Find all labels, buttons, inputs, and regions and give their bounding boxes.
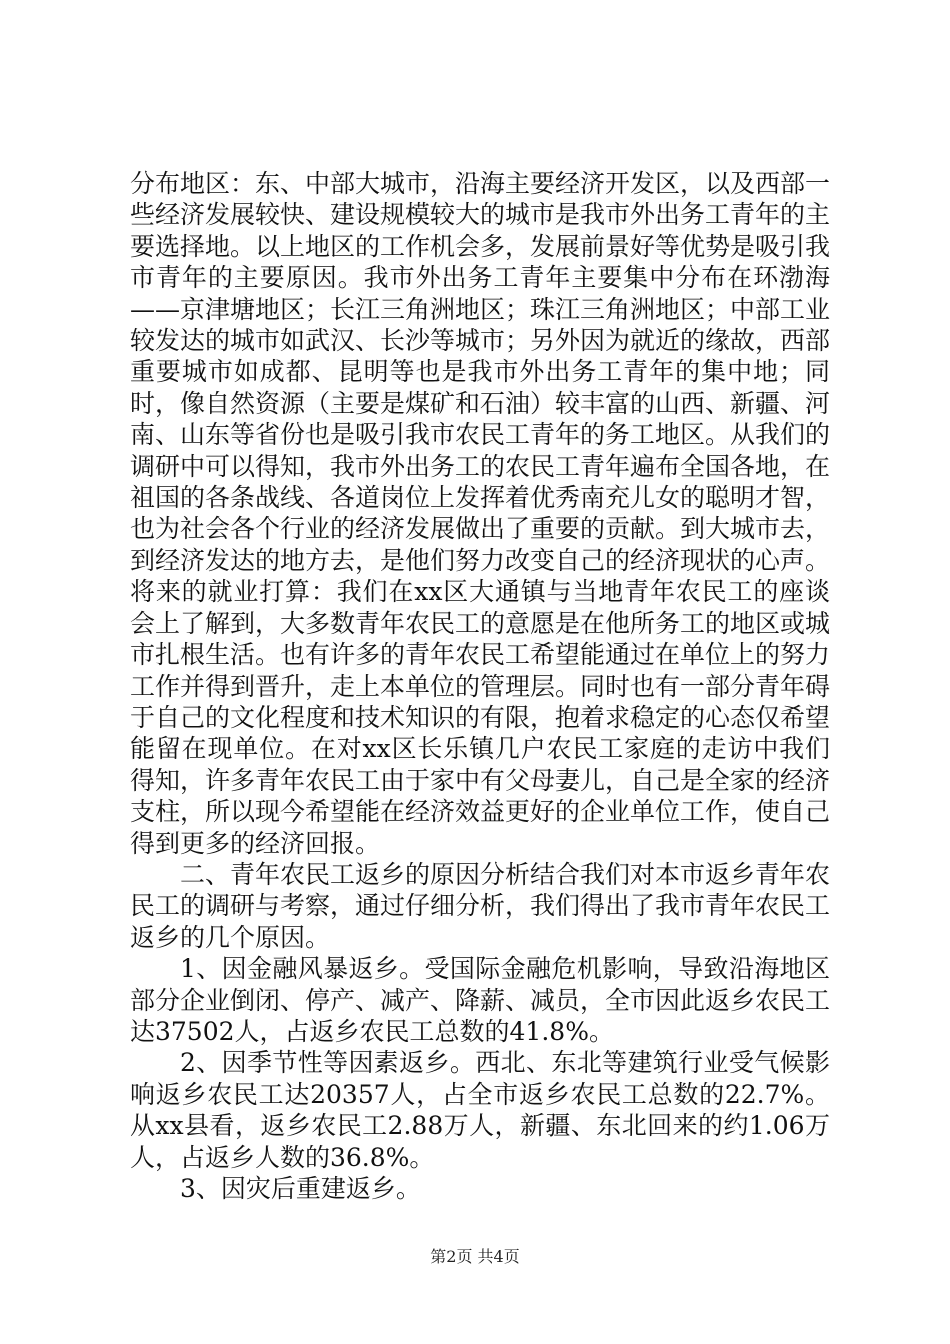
paragraph-section-two-intro: 二、青年农民工返乡的原因分析结合我们对本市返乡青年农民工的调研与考察，通过仔细分析，我们得出了我市青年农民工返乡的几个原因。 [130,859,831,952]
page-footer: 第2页 共4页 [430,1247,520,1266]
paragraph-reason-3: 3、因灾后重建返乡。 [180,1174,421,1203]
paragraph-distribution: 分布地区：东、中部大城市，沿海主要经济开发区，以及西部一些经济发展较快、建设规模较大的城市是我市外出务工青年的主要选择地。以上地区的工作机会多，发展前景好等优势是吸引我市青年的主要原因。我市外出务工青年主要集中分布在环渤海——京津塘地区；长江三角洲地区；珠江三角洲地区；中部工业较发达的城市如武汉、长沙等城市；另外因为就近的缘故，西部重要城市如成都、昆明等也是我市外出务工青年的集中地；同时，像自然资源（主要是煤矿和石油）较丰富的山西、新疆、河南、山东等省份也是吸引我市农民工青年的务工地区。从我们的调研中可以得知，我市外出务工的农民工青年遍布全国各地，在祖国的各条战线、各道岗位上发挥着优秀南充儿女的聪明才智，也为社会各个行业的经济发展做出了重要的贡献。到大城市去，到经济发达的地方去，是他们努力改变自己的经济现状的心声。将来的就业打算：我们在xx区大通镇与当地青年农民工的座谈会上了解到，大多数青年农民工的意愿是在他所务工的地区或城市扎根生活。也有许多的青年农民工希望能通过在单位上的努力工作并得到晋升，走上本单位的管理层。同时也有一部分青年碍于自己的文化程度和技术知识的有限，抱着求稳定的心态仅希望能留在现单位。在对xx区长乐镇几户农民工家庭的走访中我们得知，许多青年农民工由于家中有父母妻儿，自己是全家的经济支柱，所以现今希望能在经济效益更好的企业单位工作，使自己得到更多的经济回报。 [130,169,831,858]
document-body [130,168,830,1204]
paragraph-reason-2: 2、因季节性等因素返乡。西北、东北等建筑行业受气候影响返乡农民工达20357人，占全市返乡农民工总数的22.7%。从xx县看，返乡农民工2.88万人，新疆、东北回来的约1.06万人，占返乡人数的36.8%。 [130,1048,830,1172]
paragraph-reason-1: 1、因金融风暴返乡。受国际金融危机影响，导致沿海地区部分企业倒闭、停产、减产、降薪、减员，全市因此返乡农民工达37502人，占返乡农民工总数的41.8%。 [130,954,831,1046]
